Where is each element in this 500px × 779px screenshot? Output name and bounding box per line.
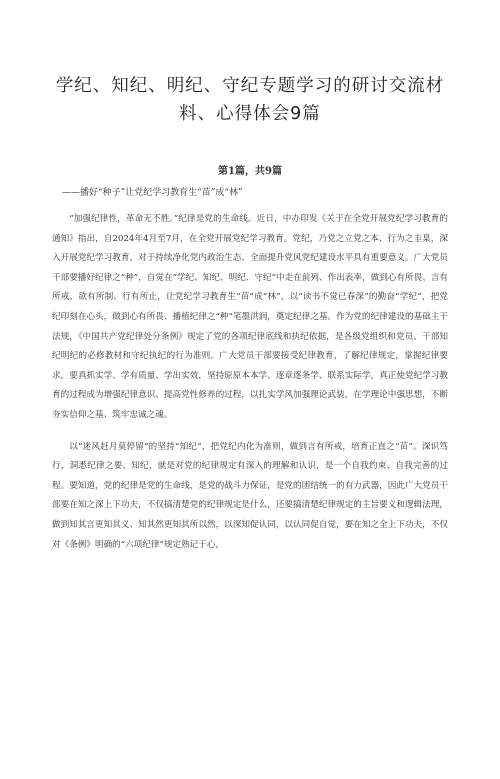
document-title: 学纪、知纪、明纪、守纪专题学习的研讨交流材料、心得体会9篇	[55, 76, 445, 124]
chapter-label: 第1篇，共9篇	[218, 166, 282, 177]
paragraph: “加强纪律性，革命无不胜。”纪律是党的生命线。近日，中办印发《关于在全党开展党纪学习教育的通知》指出，自2024年4月至7月，在全党开展党纪学习教育。党纪，乃党之立党之本、行为之圭臬，深入开展党纪学习教育，对于持续净化党内政治生态、全面提升党风党纪建设水平具有重要意义。广大党员干部要播好纪律之“种”，自觉在“学纪、知纪、明纪、守纪”中走在前列、作出表率，做到心有所畏、言有所戒、欲有所制、行有所止，让党纪学习教育生“苗”成“林”，以“读书不觉已春深”的勤奋“学纪”，把党纪印刻在心头，做到心有所畏、播植纪律之“种”笔墨洪润，奠定纪律之基。作为党的纪律建设的基础主干法规，《中国共产党纪律处分条例》规定了党的各项纪律底线和执纪依据，是各级党组织和党员、干部知纪明纪的必修教材和守纪执纪的行为准则。广大党员干部要接受纪律教育，了解纪律规定，掌握纪律要求，要真抓实学、学有质量、学出实效，坚持原原本本学、逐章逐条学、联系实际学，真正使党纪学习教育的过程成为增强纪律意识、提高党性修养的过程，以扎实学风加强理论武装，在学理论中强思想，不断夯实信仰之基、筑牢忠诚之魂。	[52, 214, 448, 420]
document-page	[0, 72, 500, 779]
paragraph: 以“迷风赶月莫停留”的坚持“知纪”，把党纪内化为准则，做到言有所戒，培育正直之“苗”。深识笃行，洞悉纪律之要。知纪，就是对党的纪律规定有深入的理解和认识，是一个自我约束、自我完善的过程。要知道，党的纪律是党的生命线，是党的战斗力保证，是党的团结统一的有力武器，因此广大党员干部要在知之深上下功夫，不仅搞清楚党的纪律规定是什么，还要搞清楚纪律规定的主旨要义和逻辑法理，做到知其言更知其义、知其然更知其所以然，以深知促认同，以认同促自觉，要在知之全上下功夫，不仅对《条例》明确的“六项纪律”规定熟记于心，	[52, 441, 448, 550]
document-subtitle: ——播好“种子”让党纪学习教育生“苗”成“林”	[62, 188, 243, 198]
